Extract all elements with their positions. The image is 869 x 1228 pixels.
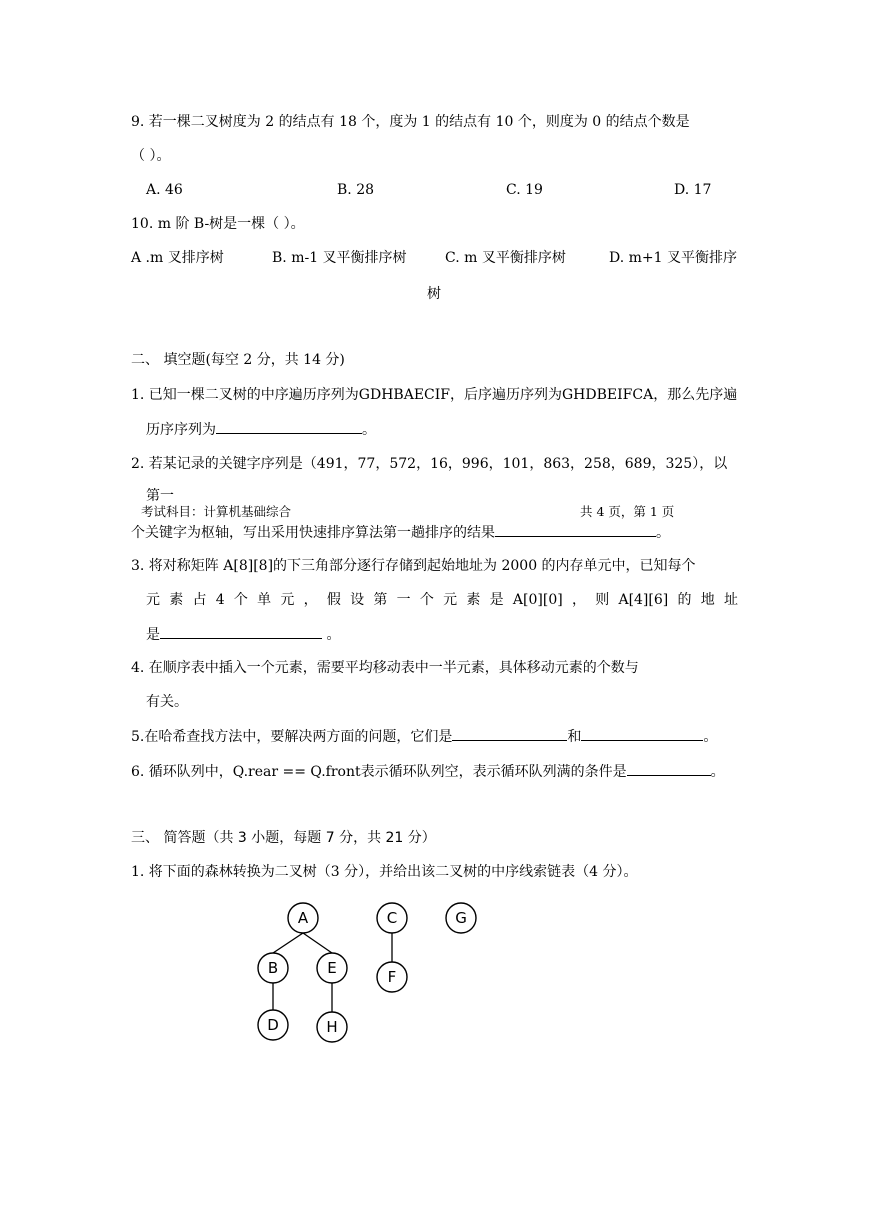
q10-option-a: A .m 叉排序树 — [131, 250, 224, 266]
node-a-label: A — [297, 909, 309, 927]
q10-option-d: D. m+1 叉平衡排序 — [609, 250, 737, 266]
s2-q4-line1: 4. 在顺序表中插入一个元素，需要平均移动表中一半元素，具体移动元素的个数与 — [131, 660, 639, 676]
q9-option-b: B. 28 — [337, 182, 375, 198]
s2-q3-token: 4 — [215, 592, 225, 608]
s2-q5-suffix: 。 — [703, 729, 718, 745]
s3-q1: 1. 将下面的森林转换为二叉树（3 分），并给出该二叉树的中序线索链表（4 分）。 — [131, 864, 638, 880]
node-h-label: H — [326, 1018, 338, 1036]
s2-q4-line2: 有关。 — [146, 694, 188, 710]
s2-q3-token: 元 — [280, 592, 295, 608]
s2-q3-token: 占 — [192, 592, 207, 608]
s2-q2-prefix: 个关键字为枢轴，写出采用快速排序算法第一趟排序的结果 — [131, 525, 495, 541]
q9-option-c: C. 19 — [506, 182, 543, 198]
s2-q3-token: 个 — [233, 592, 248, 608]
section3-heading: 三、 简答题（共 3 小题，每题 7 分，共 21 分） — [131, 830, 436, 846]
s2-q3-token: 设 — [350, 592, 365, 608]
node-c-label: C — [386, 909, 398, 927]
s2-q3-token: 元 — [146, 592, 160, 608]
s2-q3-token: 个 — [419, 592, 434, 608]
s2-q3-token: 的 — [677, 592, 692, 608]
edge-a-b — [273, 933, 303, 953]
s2-q6-suffix: 。 — [710, 764, 725, 780]
s2-q3-token: 素 — [169, 592, 184, 608]
s2-q3-token: 地 — [700, 592, 715, 608]
s2-q5-prefix: 5.在哈希查找方法中，要解决两方面的问题，它们是 — [131, 729, 453, 745]
s2-q3-token: ， — [303, 592, 318, 608]
q10-option-d-wrap: 树 — [427, 286, 441, 302]
s2-q3-token: A[4][6] — [618, 592, 669, 608]
q9-option-a: A. 46 — [146, 182, 183, 198]
node-g-label: G — [455, 909, 467, 927]
s2-q3-line1: 3. 将对称矩阵 A[8][8]的下三角部分逐行存储到起始地址为 2000 的内存单元中，已知每个 — [131, 558, 696, 574]
s2-q2-suffix: 。 — [656, 525, 670, 541]
s2-q5-middle: 和 — [567, 729, 582, 745]
s2-q2-line1: 2. 若某记录的关键字序列是（491，77，572，16，996，101，863，258，689，325），以 — [131, 456, 728, 472]
s2-q1-prefix: 历序序列为 — [146, 422, 216, 438]
node-f-label: F — [387, 968, 397, 986]
s2-q3-token: 素 — [466, 592, 481, 608]
q10-option-b: B. m-1 叉平衡排序树 — [272, 250, 407, 266]
s2-q3-token: 单 — [257, 592, 272, 608]
q9-stem-line1: 9. 若一棵二叉树度为 2 的结点有 18 个，度为 1 的结点有 10 个，则度为 0 的结点个数是 — [131, 114, 690, 130]
footer-page-count: 共 4 页，第 1 页 — [580, 504, 675, 519]
edge-a-e — [303, 933, 332, 953]
s2-q6-prefix: 6. 循环队列中，Q.rear == Q.front表示循环队列空，表示循环队列满的条件是 — [131, 764, 627, 780]
q9-option-d: D. 17 — [674, 182, 712, 198]
s2-q3-token: 第 — [373, 592, 388, 608]
q10-stem: 10. m 阶 B-树是一棵（ ）。 — [131, 216, 305, 232]
s2-q1-line1: 1. 已知一棵二叉树的中序遍历序列为GDHBAECIF，后序遍历序列为GHDBEIFCA，那么先序遍 — [131, 387, 738, 403]
q9-stem-line2: （ ）。 — [131, 148, 171, 164]
s2-q3-token: 元 — [443, 592, 458, 608]
s2-q3-token: A[0][0] — [512, 592, 563, 608]
s2-q1-suffix: 。 — [362, 422, 376, 438]
s2-q3-token: 则 — [595, 592, 610, 608]
s2-q3-token: 址 — [723, 592, 738, 608]
node-e-label: E — [327, 959, 337, 977]
footer-subject: 考试科目：计算机基础综合 — [141, 504, 292, 519]
s2-q2-line2: 第一 — [146, 488, 174, 504]
s2-q3-prefix: 是 — [146, 627, 160, 643]
node-b-label: B — [267, 959, 279, 977]
s2-q3-token: 一 — [396, 592, 411, 608]
s2-q3-suffix: 。 — [322, 627, 341, 643]
s2-q3-token: 假 — [326, 592, 341, 608]
node-d-label: D — [267, 1016, 279, 1034]
q10-option-c: C. m 叉平衡排序树 — [445, 250, 566, 266]
s2-q3-token: 是 — [489, 592, 504, 608]
section2-heading: 二、 填空题(每空 2 分，共 14 分) — [131, 352, 345, 368]
s2-q3-token: ， — [571, 592, 586, 608]
